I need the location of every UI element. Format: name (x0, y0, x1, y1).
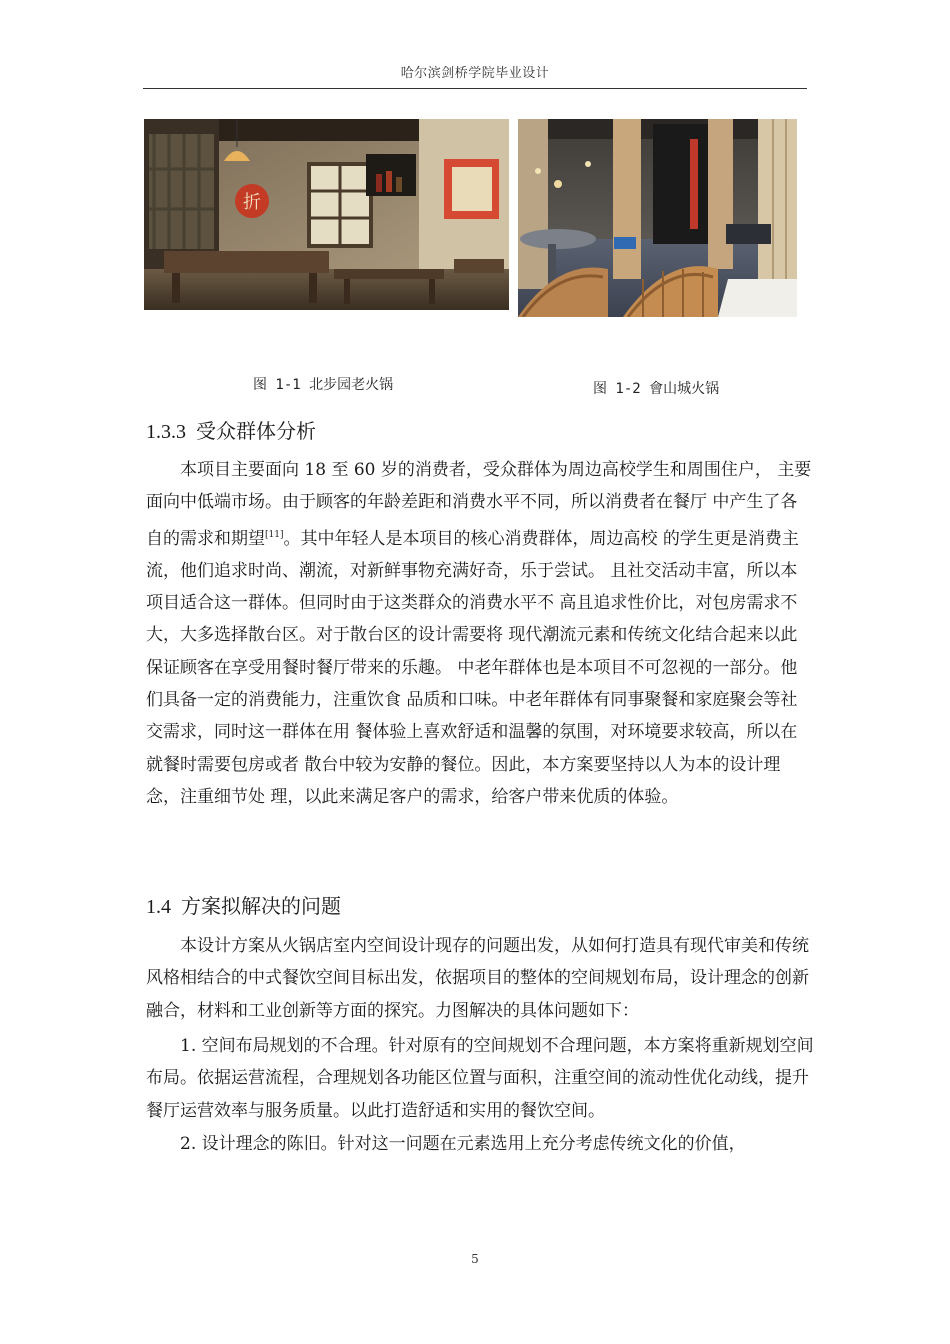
section-number: 1.4 (146, 896, 171, 918)
section-number: 1.3.3 (146, 421, 186, 443)
section-1-4-heading (146, 890, 341, 919)
page-header-title: 哈尔滨剑桥学院毕业设计 (400, 66, 550, 81)
svg-text:折: 折 (243, 192, 261, 213)
section-1-4-item-2 (146, 1128, 814, 1160)
citation-reference: [11] (265, 529, 284, 540)
section-1-3-3-body (146, 454, 814, 813)
paragraph: 1. 空间布局规划的不合理。针对原有的空间规划不合理问题，本方案将重新规划空间布局。依据运营流程，合理规划各功能区位置与面积，注重空间的流动性优化动线，提升餐厅运营效率与服务质量。以此打造舒适和实用的餐饮空间。 (146, 1036, 814, 1121)
paragraph-text-part-2: 。其中年轻人是本项目的核心消费群体，周边高校 的学生更是消费主流，他们追求时尚、潮流，对新鲜事物充满好奇，乐于尝试。 且社交活动丰富，所以本项目适合这一群体。但同时由于这类群众的消费水平不 高且追求性价比，对包房需求不大，大多选择散台区。对于散台区的设计需要将 现代潮流元素和传统文化结合起来以此保证顾客在享受用餐时餐厅带来的乐趣。 中老年群体也是本项目不可忽视的一部分。他们具备一定的消费能力，注重饮食 品质和口味。中老年群体有同事聚餐和家庭聚会等社交需求，同时这一群体在用 餐体验上喜欢舒适和温馨的氛围，对环境要求较高，所以在就餐时需要包房或者 散台中较为安静的餐位。因此，本方案要坚持以人为本的设计理念，注重细节处 理，以此来满足客户的需求，给客户带来优质的体验。 (146, 528, 799, 807)
section-title: 受众群体分析 (196, 419, 316, 443)
section-1-4-body (146, 930, 814, 1027)
paragraph: 本设计方案从火锅店室内空间设计现存的问题出发，从如何打造具有现代审美和传统风格相结合的中式餐饮空间目标出发，依据项目的整体的空间规划布局，设计理念的创新融合，材料和工业创新等方面的探究。力图解决的具体问题如下： (146, 936, 809, 1021)
paragraph (146, 454, 814, 813)
figure-2-photo (518, 119, 797, 317)
paragraph: 2. 设计理念的陈旧。针对这一问题在元素选用上充分考虑传统文化的价值， (180, 1134, 746, 1154)
section-1-4-item-1 (146, 1030, 814, 1127)
paragraph-text-part-1: 本项目主要面向 18 至 60 岁的消费者，受众群体为周边高校学生和周围住户， 主要面向中低端市场。由于顾客的年龄差距和消费水平不同，所以消费者在餐厅 中产生了各自的需求和期望 (146, 460, 812, 549)
figure-2-caption: 图 1-2 會山城火锅 (593, 381, 720, 397)
header-divider (143, 88, 807, 89)
section-1-3-3-heading (146, 415, 316, 444)
figure-1-caption: 图 1-1 北步园老火锅 (253, 377, 394, 393)
figure-1-photo (144, 119, 509, 310)
section-title: 方案拟解决的问题 (181, 894, 341, 918)
page-number: 5 (471, 1252, 479, 1266)
